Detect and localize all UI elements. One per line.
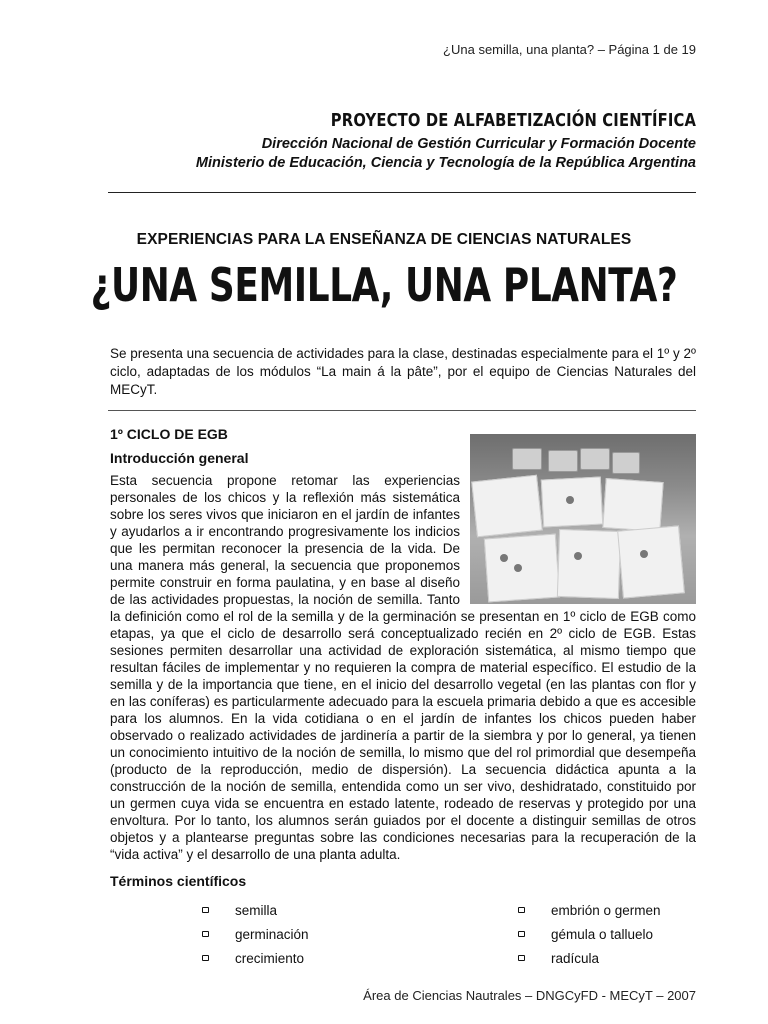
square-bullet-icon (518, 931, 525, 937)
project-title: PROYECTO DE ALFABETIZACIÓN CIENTÍFICA (330, 110, 696, 131)
terms-list-right (518, 898, 661, 970)
list-item: radícula (518, 946, 661, 970)
square-bullet-icon (518, 907, 525, 913)
square-bullet-icon (202, 907, 209, 913)
list-item: semilla (202, 898, 309, 922)
intro-paragraph: Se presenta una secuencia de actividades para la clase, destinadas especialmente para el 1º y 2º ciclo, adaptadas de los módulos “La main á la pâte”, por el equipo de Ciencias Naturales del MECyT. (110, 346, 696, 397)
square-bullet-icon (518, 955, 525, 961)
photo-spacer (460, 472, 696, 608)
terms-heading: Términos científicos (110, 873, 247, 889)
list-item: embrión o germen (518, 898, 661, 922)
section-heading: Introducción general (110, 450, 249, 466)
project-block (196, 110, 696, 173)
introduction-body (110, 472, 696, 863)
terms-list-left (202, 898, 309, 970)
cycle-heading: 1º CICLO DE EGB (110, 426, 228, 442)
square-bullet-icon (202, 931, 209, 937)
intro-divider (108, 410, 696, 411)
ministry-line-2: Ministerio de Educación, Ciencia y Tecnología de la República Argentina (195, 155, 696, 171)
introduction-text: Esta secuencia propone retomar las experiencias personales de los chicos y la reflexión más sistemática sobre los seres vivos que iniciaron en el jardín de infantes y ayudarlos a ir encontrando progresivamente los indicios que les permitan reconocer la presencia de la vida. De una manera más general, la secuencia que proponemos permite construir en forma paulatina, y en base al diseño de las actividades propuestas, la noción de semilla. Tanto la definición como el rol de la semilla y de la germinación se presentan en 1º ciclo de EGB como etapas, ya que el ciclo de desarrollo será conceptualizado recién en 2º ciclo de EGB. Estas sesiones permiten desarrollar una actividad de exploración sistemática, al mismo tiempo que resultan fáciles de implementar y no requieren la compra de material específico. El estudio de la semilla y de la importancia que tiene, en el inicio del desarrollo vegetal (en las plantas con flor y en las coníferas) es particularmente adecuado para la escuela primaria debido a que es accesible para los alumnos. En la vida cotidiana o en el jardín de infantes los chicos pueden haber observado o realizado actividades de jardinería a partir de la siembra y por lo general, ya tienen un conocimiento intuitivo de la noción de semilla, lo mismo que del rol primordial que desempeña (producto de la reproducción, medio de dispersión). La secuencia didáctica apunta a la construcción de la noción de semilla, entendida como un ser vivo, deshidratado, constituido por un germen cuya vida se encuentra en estado latente, rodeado de reservas y protegido por una envoltura. Por lo tanto, los alumnos serán guiados por el docente a distinguir semillas de otros objetos y a plantearse preguntas sobre las condiciones necesarias para la recuperación de la “vida activa” y el desarrollo de una planta adulta. (110, 473, 696, 862)
page-footer: Área de Ciencias Nautrales – DNGCyFD - MECyT – 2007 (363, 988, 696, 1003)
series-title: EXPERIENCIAS PARA LA ENSEÑANZA DE CIENCIAS NATURALES (136, 231, 632, 248)
page-title: ¿UNA SEMILLA, UNA PLANTA? (90, 258, 678, 312)
header-divider (108, 192, 696, 193)
list-item: germinación (202, 922, 309, 946)
page-header: ¿Una semilla, una planta? – Página 1 de 19 (443, 42, 696, 57)
ministry-line-1: Dirección Nacional de Gestión Curricular y Formación Docente (261, 136, 696, 152)
list-item: gémula o talluelo (518, 922, 661, 946)
square-bullet-icon (202, 955, 209, 961)
list-item: crecimiento (202, 946, 309, 970)
